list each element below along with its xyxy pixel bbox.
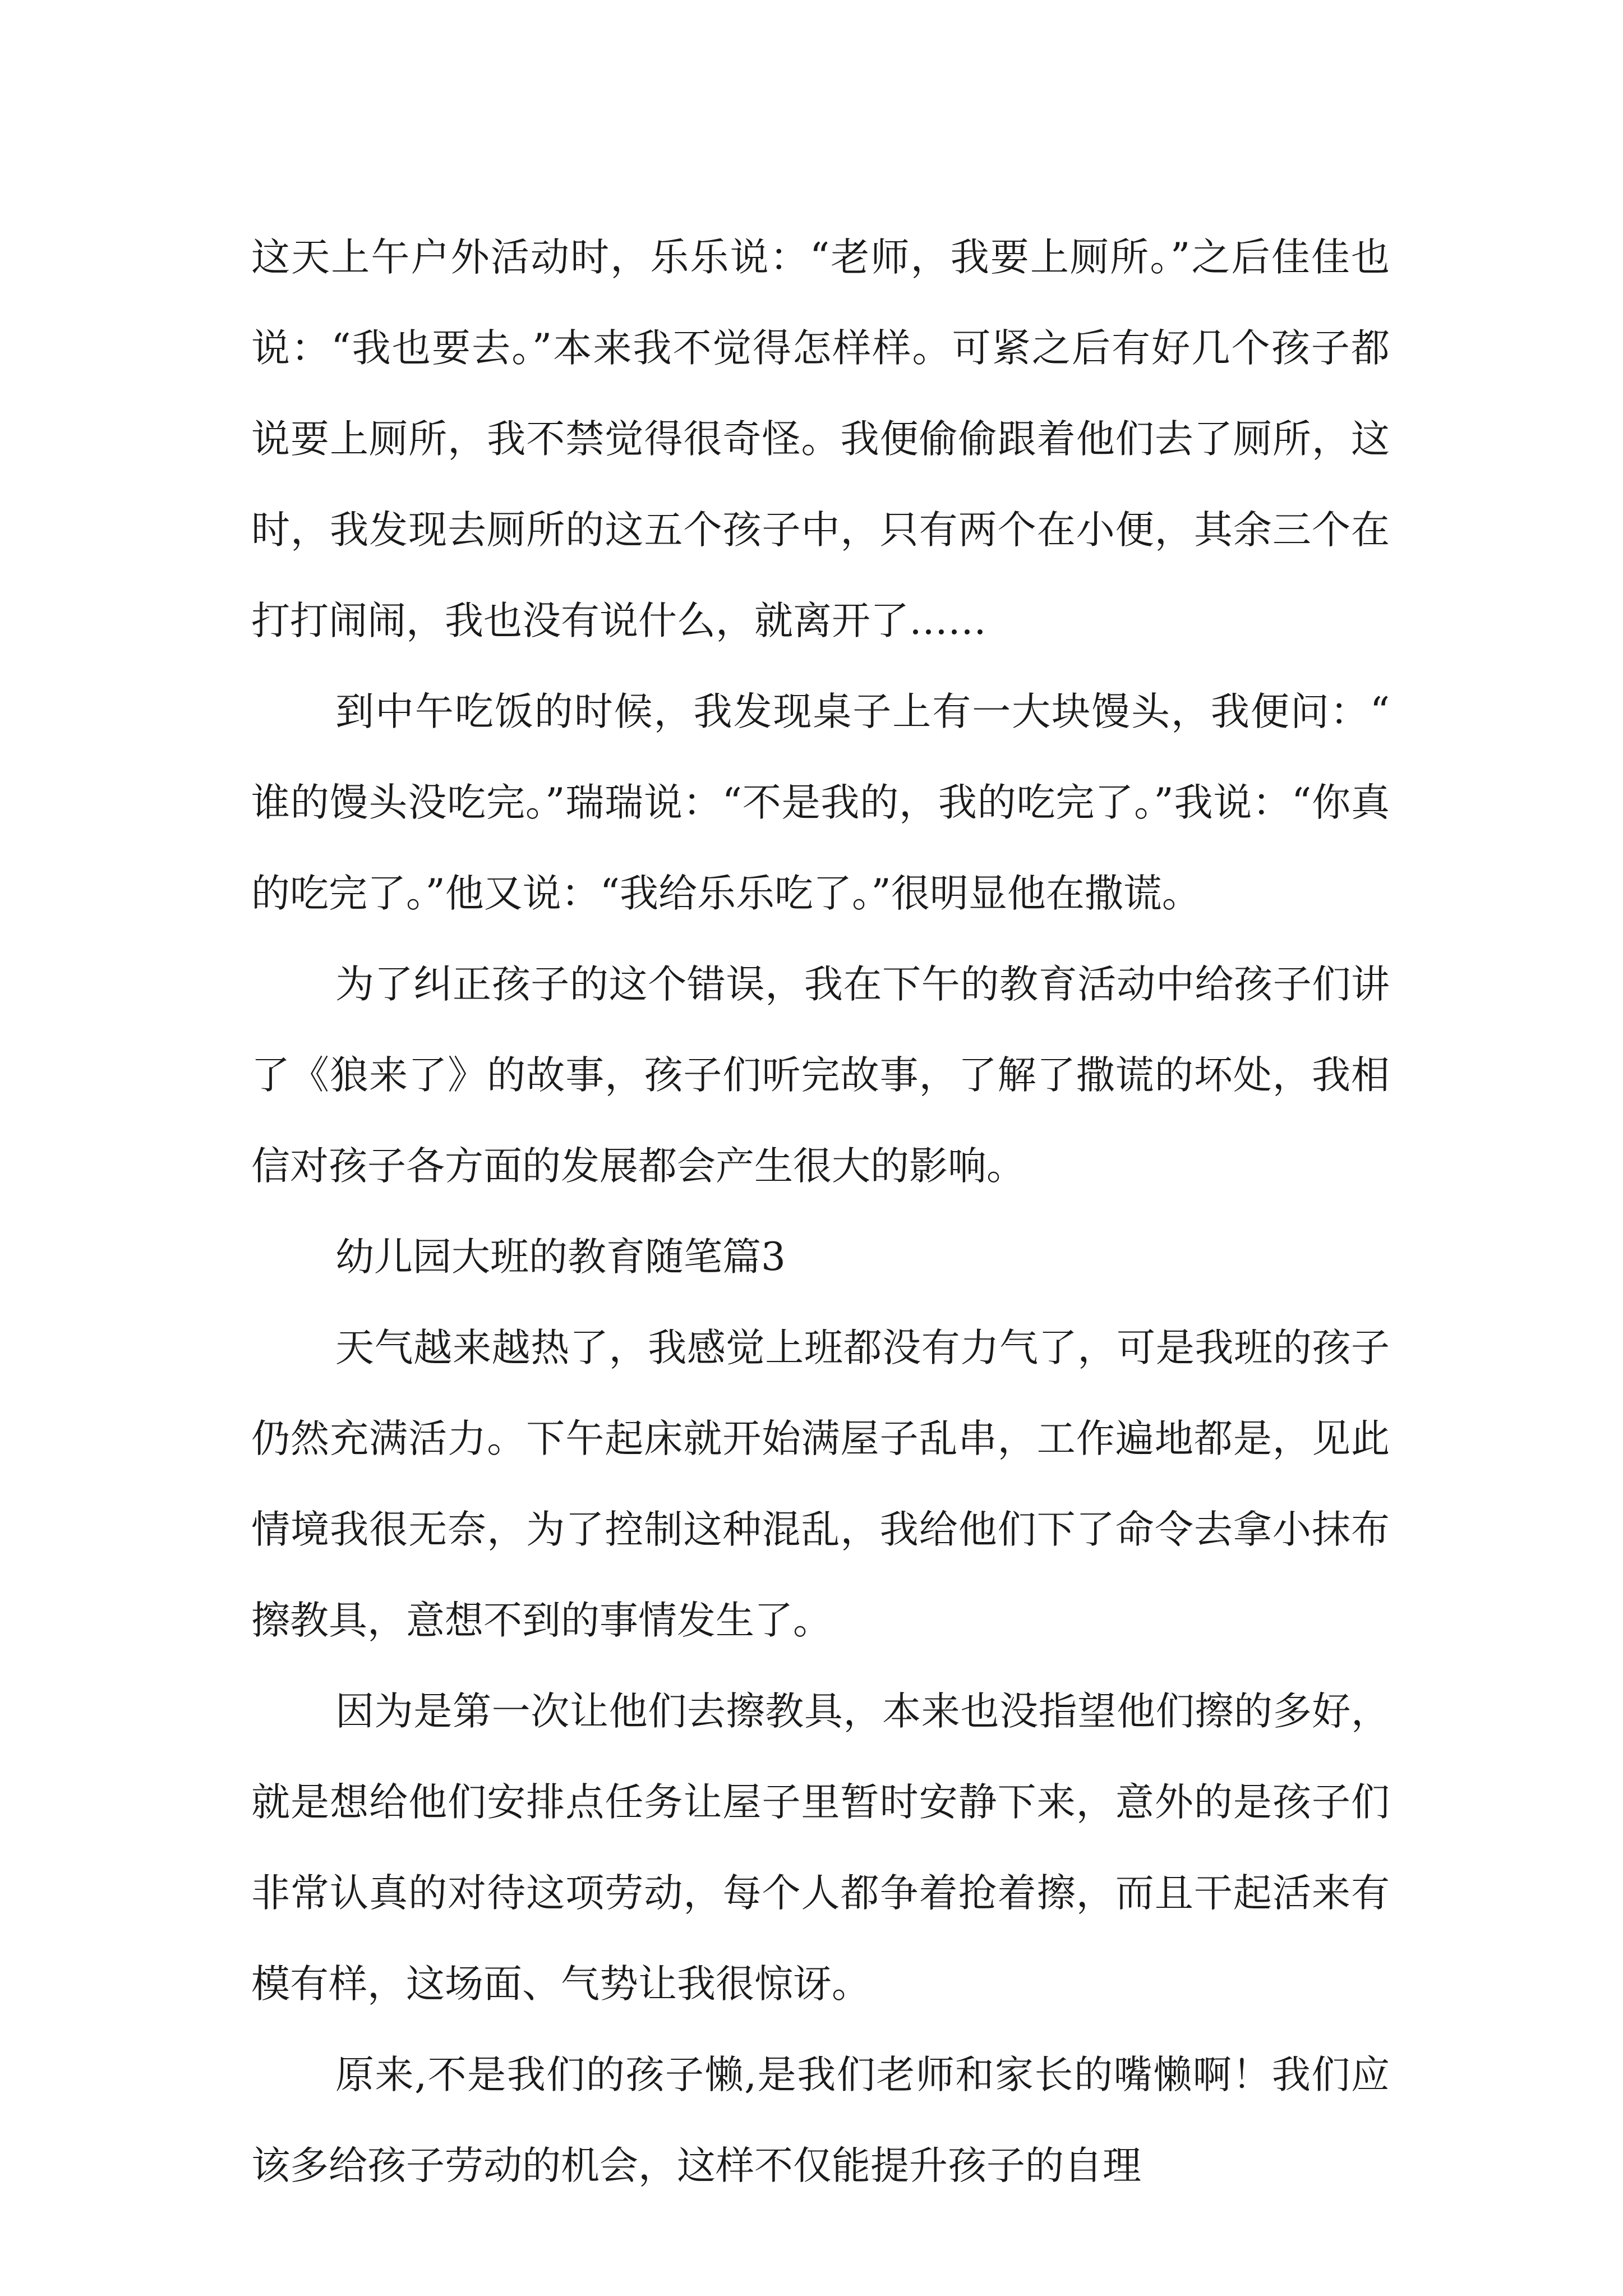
paragraph-1: 这天上午户外活动时，乐乐说：“老师，我要上厕所。”之后佳佳也说：“我也要去。”本来我不觉得怎样样。可紧之后有好几个孩子都说要上厕所，我不禁觉得很奇怪。我便偷偷跟着他们去了厕所，这时，我发现去厕所的这五个孩子中，只有两个在小便，其余三个在打打闹闹，我也没有说什么，就离开了…… [251, 235, 1390, 643]
section-heading: 幼儿园大班的教育随笔篇3 [335, 1235, 786, 1280]
paragraph-3: 为了纠正孩子的这个错误，我在下午的教育活动中给孩子们讲了《狼来了》的故事，孩子们听完故事，了解了撒谎的坏处，我相信对孩子各方面的发展都会产生很大的影响。 [251, 962, 1390, 1189]
paragraph-5: 因为是第一次让他们去擦教具，本来也没指望他们擦的多好，就是想给他们安排点任务让屋子里暂时安静下来，意外的是孩子们非常认真的对待这项劳动，每个人都争着抢着擦，而且干起活来有模有样，这场面、气势让我很惊讶。 [251, 1689, 1390, 2007]
paragraph-4: 天气越来越热了，我感觉上班都没有力气了，可是我班的孩子仍然充满活力。下午起床就开始满屋子乱串，工作遍地都是，见此情境我很无奈，为了控制这种混乱，我给他们下了命令去拿小抹布擦教具，意想不到的事情发生了。 [251, 1326, 1390, 1643]
document-body [251, 212, 1390, 2211]
paragraph-6: 原来,不是我们的孩子懒,是我们老师和家长的嘴懒啊！我们应该多给孩子劳动的机会，这样不仅能提升孩子的自理 [251, 2053, 1390, 2188]
paragraph-2: 到中午吃饭的时候，我发现桌子上有一大块馒头，我便问：“谁的馒头没吃完。”瑞瑞说：“不是我的，我的吃完了。”我说：“你真的吃完了。”他又说：“我给乐乐吃了。”很明显他在撒谎。 [251, 689, 1390, 916]
